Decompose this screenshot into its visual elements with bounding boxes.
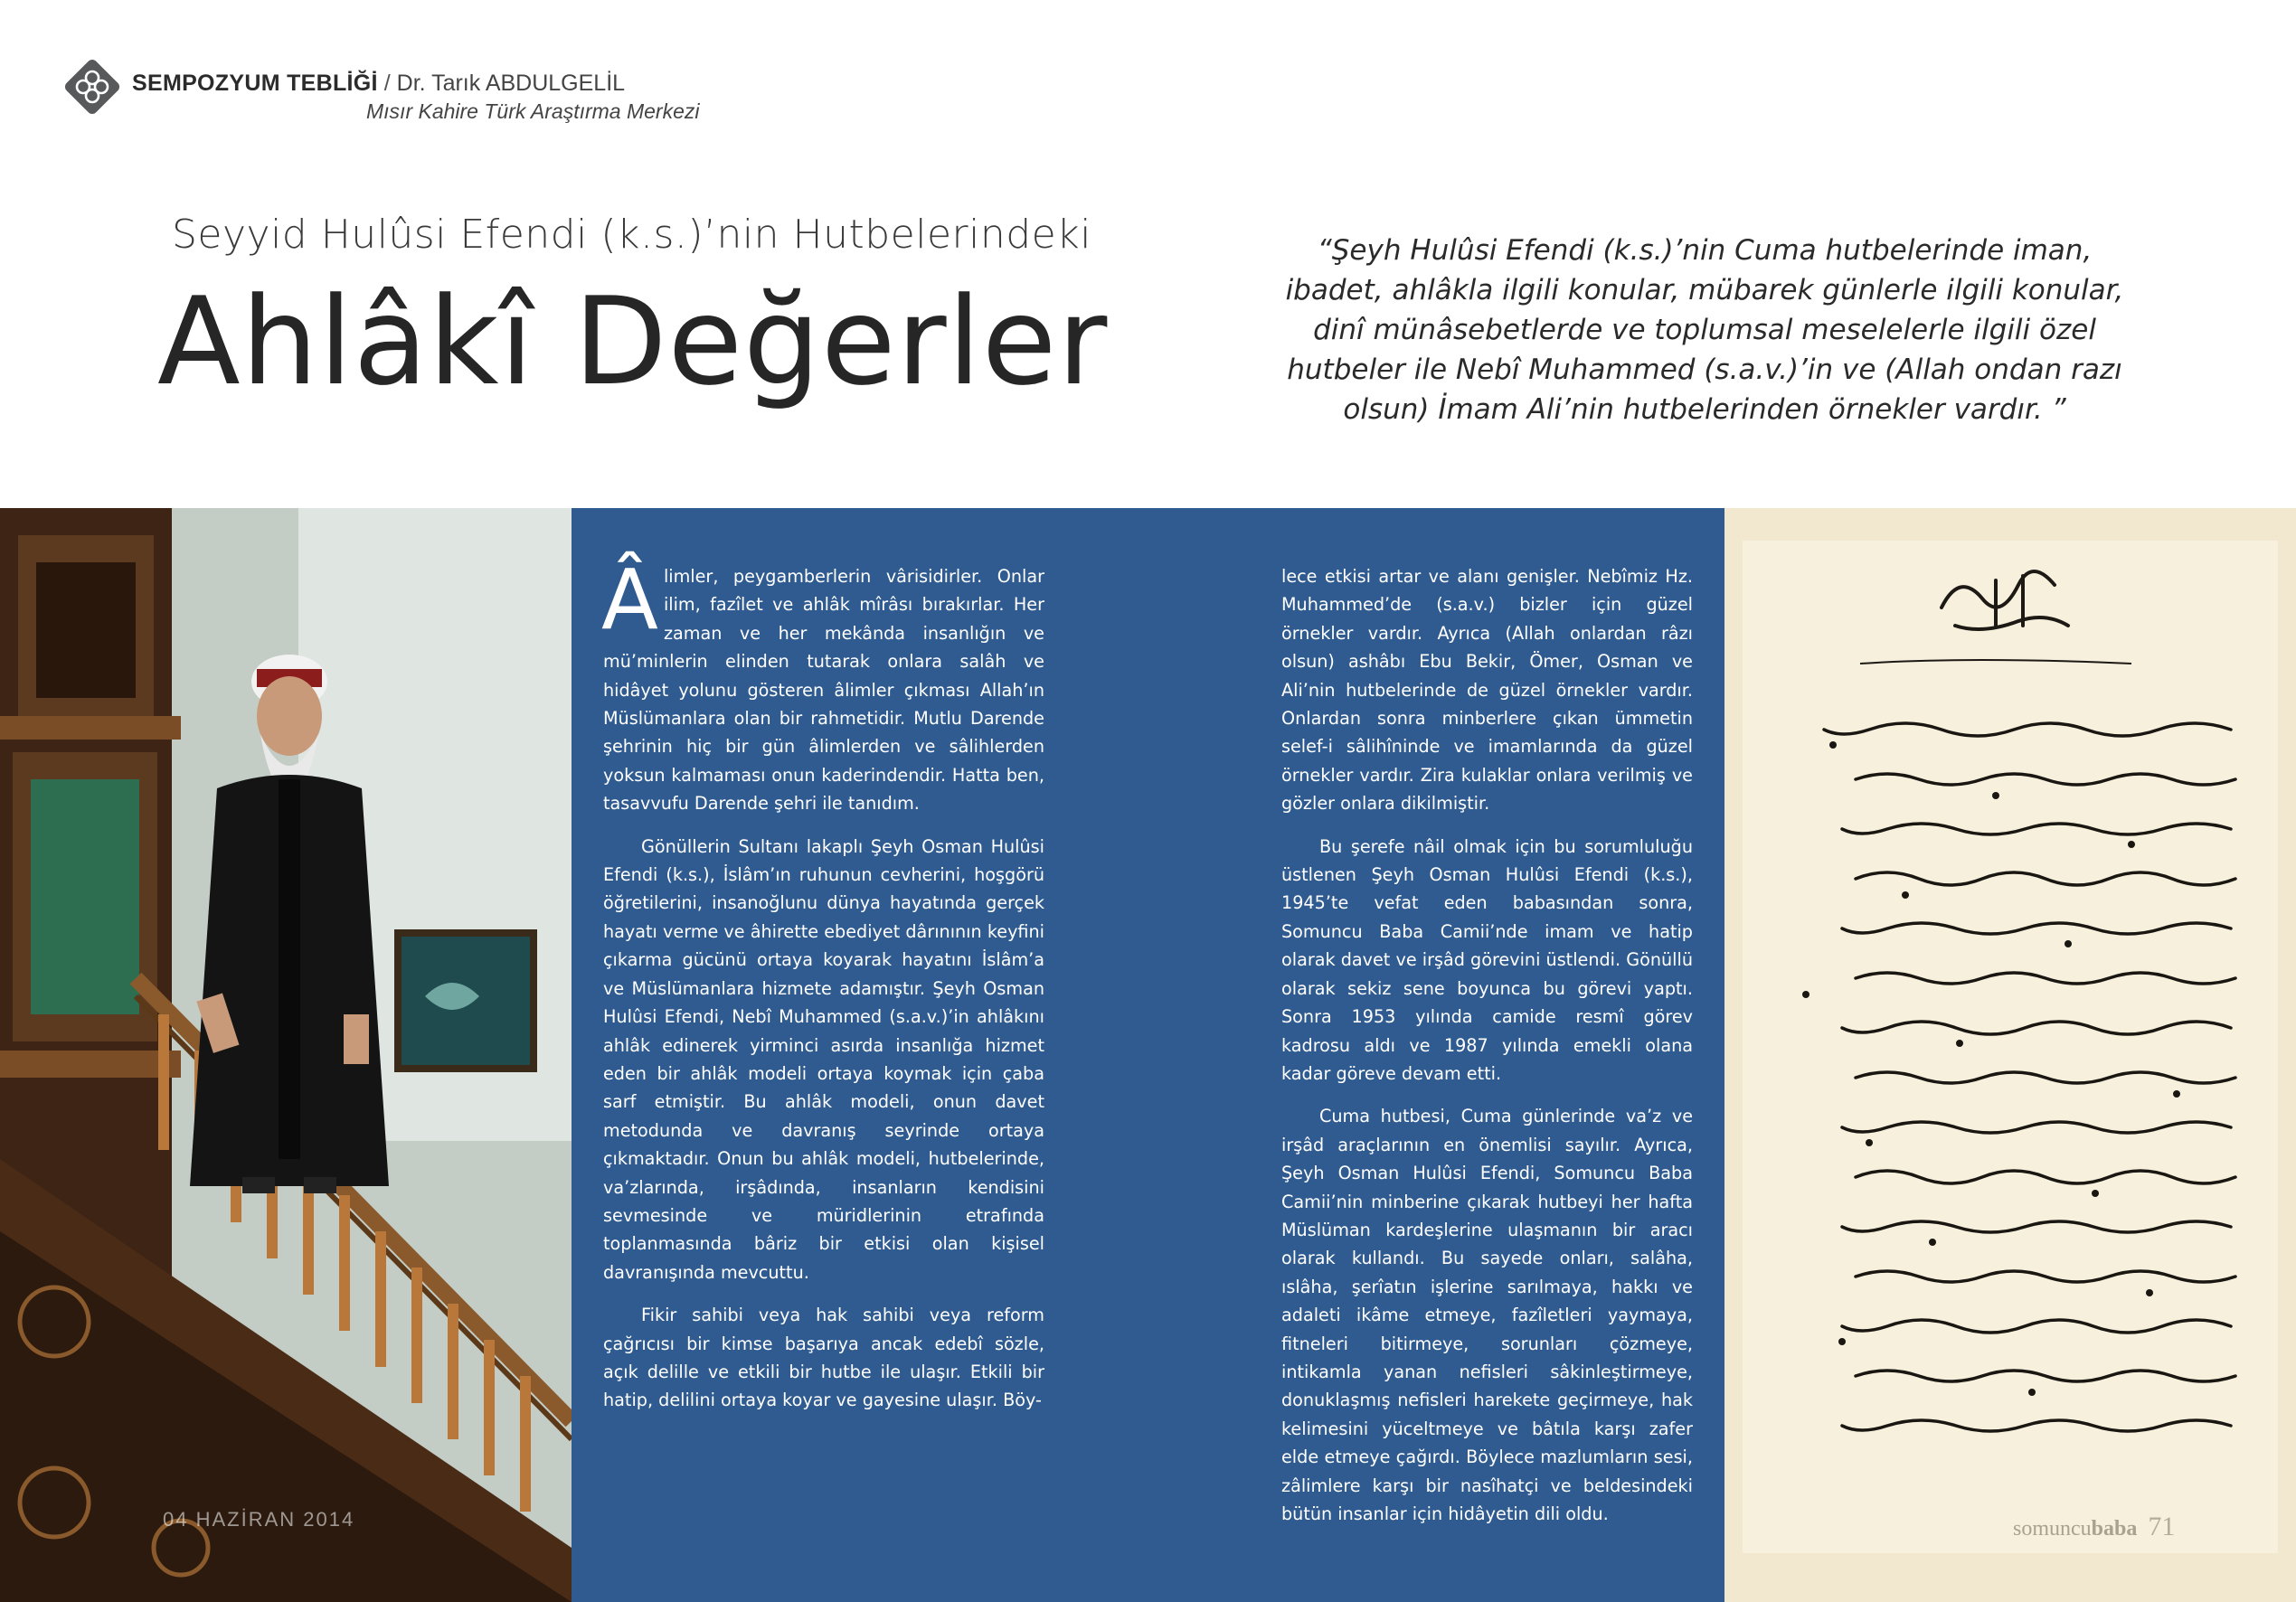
article-header xyxy=(132,71,625,97)
handwritten-sermon-manuscript xyxy=(1724,508,2296,1602)
body-paragraph: lece etkisi artar ve alanı genişler. Nebîmiz Hz. Muhammed’de (s.a.v.) bizler için güzel örnekler vardır. Ayrıca (Allah onlardan râzı olsun) ashâbı Ebu Bekir, Ömer, Osman ve Ali’nin hutbelerinde de güzel örnekler vardır. Onlardan sonra minberlere çıkan ümmetin selef-i sâlihîninde ve imamlarında da güzel örnekler vardır. Zira kulaklar onlara verilmiş ve gözler onlara dikilmiştir. xyxy=(1281,566,1693,815)
photo-date-caption: 04 HAZİRAN 2014 xyxy=(163,1508,355,1531)
article-title: Ahlâkî Değerler xyxy=(157,271,1109,412)
author-name: Dr. Tarık ABDULGELİL xyxy=(396,71,626,96)
body-paragraph xyxy=(601,551,1044,818)
body-paragraph: Bu şerefe nâil olmak için bu sorumluluğu üstlenen Şeyh Osman Hulûsi Efendi (k.s.), 1945’te vefat eden babasından sonra, Somuncu Baba Camii’nde imam ve hatip olarak davet ve irşâd görevini üstlendi. Gönüllü olarak sekiz sene boyunca bu görevi yaptı. Sonra 1953 yılında camide resmî görev kadrosu aldı ve 1987 yılında emekli olana kadar göreve devam etti. xyxy=(1281,835,1693,1084)
article-subtitle: Seyyid Hulûsi Efendi (k.s.)’nin Hutbelerindeki xyxy=(172,212,1091,258)
magazine-logo-icon xyxy=(63,58,121,116)
body-paragraph: Gönüllerin Sultanı lakaplı Şeyh Osman Hulûsi Efendi (k.s.), İslâm’ın ruhunun cevherini, hoşgörü öğretilerini, insanoğlunu dünya hayatında gerçek hayatı verme ve âhirette ebediyet dârınının keyfini çıkarma gücünü ortaya koyarak hayatını İslâm’a ve Müslümanlara hizmete adamıştır. Şeyh Osman Hulûsi Efendi, Nebî Muhammed (s.a.v.)’in ahlâkını ahlâk edinerek yirminci asırda insanlığa hizmet eden bir ahlâk modeli ortaya koymak için çaba sarf etmiştir. Bu ahlâk modeli, onun davet metodunda ve davranış seyrinde ortaya çıkmaktadır. Onun bu ahlâk modeli, hutbelerinde, va’zlarında, irşâdında, insanların kendisini sevmesinde ve müridlerinin etrafında toplanmasında bâriz bir etkisi olan kişisel davranışında mevcuttu. xyxy=(603,835,1044,1283)
magazine-brand xyxy=(2013,1517,2137,1541)
article-body-panel xyxy=(572,508,1724,1602)
body-paragraph: Fikir sahibi veya hak sahibi veya reform çağrıcısı bir kimse başarıya ancak edebî sözle, açık delille ve etkili bir hutbe ile ulaşır. Etkili bir hatip, delilini ortaya koyar ve gayesine ulaşır. Böy- xyxy=(603,1305,1044,1411)
brand-bold: baba xyxy=(2091,1517,2138,1541)
brand-light: somuncu xyxy=(2013,1517,2092,1541)
page-number: 71 xyxy=(2148,1512,2176,1541)
author-affiliation: Mısır Kahire Türk Araştırma Merkezi xyxy=(366,99,700,123)
section-label: SEMPOZYUM TEBLİĞİ xyxy=(132,71,378,96)
body-column-left xyxy=(601,551,1044,1429)
header-separator: / xyxy=(383,71,391,96)
body-paragraph: Cuma hutbesi, Cuma günlerinde va’z ve irşâd araçlarının en önemlisi sayılır. Ayrıca, Şeyh Osman Hulûsi Efendi, Somuncu Baba Camii’nin minberine çıkarak hutbeyi her hafta Müslüman kardeşlerine ulaşmanın bir aracı olarak kullandı. Bu sayede onları, salâha, ıslâha, şerîatın işlerine sarılmaya, hakkı ve adaleti ikâme etmeye, fazîletleri yaymaya, fitneleri bitirmeye, sorunları çözmeye, intikamla yanan nefisleri sâkinleştirmeye, donuklaşmış nefisleri harekete geçirmeye, hak kelimesini yüceltmeye ve bâtıla karşı zafer elde etmeye çağırdı. Böylece mazlumların sesi, zâlimlere karşı bir nasîhatçi ve beldesindeki bütün insanlar için hidâyetin dili oldu. xyxy=(1281,1106,1693,1524)
body-paragraph-text: limler, peygamberlerin vârisidirler. Onlar ilim, fazîlet ve ahlâk mîrâsı bırakırlar. Her zaman ve her mekânda insanlığın ve mü’minlerin elinden tutarak onlara salâh ve hidâyet yolunu gösteren âlimler çıkması Allah’ın Müslümanlara olan bir rahmetidir. Mutlu Darende şehrinin hiç bir gün âlimlerden ve sâlihlerden yoksun kalmaması onun kaderindendir. Hatta ben, tasavvufu Darende şehri ile tanıdım. xyxy=(603,566,1044,815)
page-footer xyxy=(2013,1512,2175,1542)
pull-quote: “Şeyh Hulûsi Efendi (k.s.)’nin Cuma hutbelerinde iman, ibadet, ahlâkla ilgili konular, mübarek günlerle ilgili konular, dinî münâsebetlerde ve toplumsal meselelerle ilgili özel hutbeler ile Nebî Muhammed (s.a.v.)’in ve (Allah ondan razı olsun) İmam Ali’nin hutbelerinden örnekler vardır. ” xyxy=(1285,234,2124,426)
body-column-right xyxy=(1281,562,1693,1542)
minbar-photo xyxy=(0,508,572,1602)
drop-cap: Â xyxy=(601,551,658,648)
